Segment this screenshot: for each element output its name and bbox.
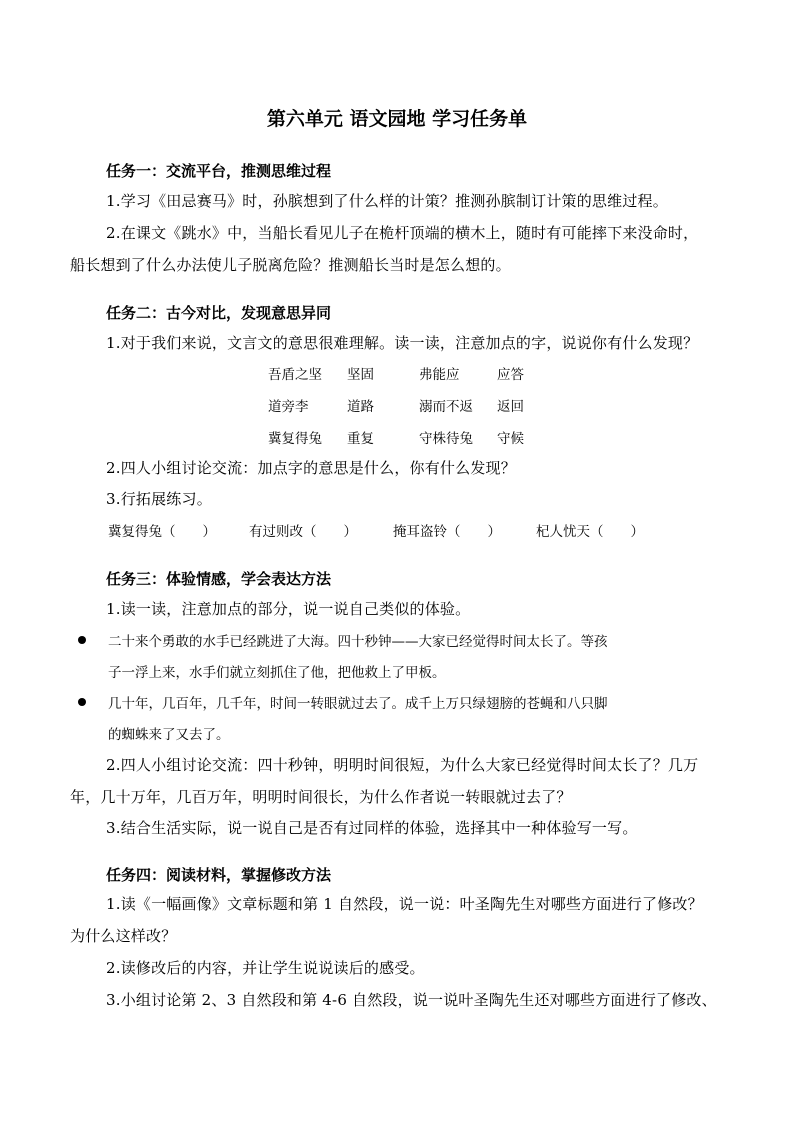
task3-line1: 1.读一读，注意加点的部分，说一说自己类似的体验。 [106, 600, 471, 618]
task3-heading: 任务三：体验情感，学会表达方法 [106, 570, 332, 588]
word-r1c3: 弗能应 [419, 367, 460, 383]
bullet-icon [78, 698, 86, 706]
task2-line3: 3.行拓展练习。 [106, 490, 212, 508]
word-r2c4: 返回 [497, 399, 524, 415]
exercise-3: 掩耳盗铃（ ） [393, 524, 501, 540]
task3-line2b: 年，几十万年，几百万年，明明时间很长，为什么作者说一转眼就过去了？ [70, 788, 572, 806]
task2-heading: 任务二：古今对比，发现意思异同 [106, 304, 332, 322]
word-r3c2: 重复 [347, 431, 374, 447]
exercise-4: 杞人忧天（ ） [536, 524, 644, 540]
bullet-icon [78, 636, 86, 644]
task1-line2a: 2.在课文《跳水》中，当船长看见儿子在桅杆顶端的横木上，随时有可能摔下来没命时， [106, 224, 699, 242]
word-r2c2: 道路 [347, 399, 374, 415]
task3-bullet1b: 子一浮上来，水手们就立刻抓住了他，把他救上了甲板。 [108, 665, 446, 681]
task3-line3: 3.结合生活实际，说一说自己是否有过同样的体验，选择其中一种体验写一写。 [106, 819, 638, 837]
exercise-2: 有过则改（ ） [249, 524, 357, 540]
task1-heading: 任务一：交流平台，推测思维过程 [106, 162, 332, 180]
task2-line1: 1.对于我们来说，文言文的意思很难理解。读一读，注意加点的字，说说你有什么发现？ [106, 334, 699, 352]
word-r1c2: 坚固 [347, 367, 374, 383]
word-r1c1: 吾盾之坚 [268, 367, 322, 383]
word-r2c3: 溺而不返 [419, 399, 473, 415]
task4-heading: 任务四：阅读材料，掌握修改方法 [106, 866, 332, 884]
task3-bullet1a: 二十来个勇敢的水手已经跳进了大海。四十秒钟——大家已经觉得时间太长了。等孩 [108, 634, 608, 650]
page-title: 第六单元 语文园地 学习任务单 [266, 108, 528, 130]
task3-bullet2b: 的蜘蛛来了又去了。 [108, 727, 230, 743]
task4-line1b: 为什么这样改？ [70, 927, 177, 945]
task4-line2: 2.读修改后的内容，并让学生说说读后的感受。 [106, 959, 425, 977]
task2-line2: 2.四人小组讨论交流：加点字的意思是什么，你有什么发现？ [106, 459, 516, 477]
exercise-1: 冀复得兔（ ） [108, 524, 216, 540]
task4-line1a: 1.读《一幅画像》文章标题和第 1 自然段，说一说：叶圣陶先生对哪些方面进行了修改？ [106, 895, 703, 913]
task4-line3: 3.小组讨论第 2、3 自然段和第 4-6 自然段，说一说叶圣陶先生还对哪些方面进行了修改、 [106, 991, 717, 1009]
task3-bullet2a: 几十年，几百年，几千年，时间一转眼就过去了。成千上万只绿翅膀的苍蝇和八只脚 [108, 696, 608, 712]
word-r2c1: 道旁李 [268, 399, 309, 415]
task1-line1: 1.学习《田忌赛马》时，孙膑想到了什么样的计策？推测孙膑制订计策的思维过程。 [106, 192, 668, 210]
word-r3c4: 守候 [497, 431, 524, 447]
word-r3c3: 守株待兔 [419, 431, 473, 447]
word-r1c4: 应答 [497, 367, 524, 383]
word-r3c1: 冀复得兔 [268, 431, 322, 447]
task3-line2a: 2.四人小组讨论交流：四十秒钟，明明时间很短，为什么大家已经觉得时间太长了？几万 [106, 756, 699, 774]
task1-line2b: 船长想到了什么办法使儿子脱离危险？推测船长当时是怎么想的。 [70, 256, 511, 274]
